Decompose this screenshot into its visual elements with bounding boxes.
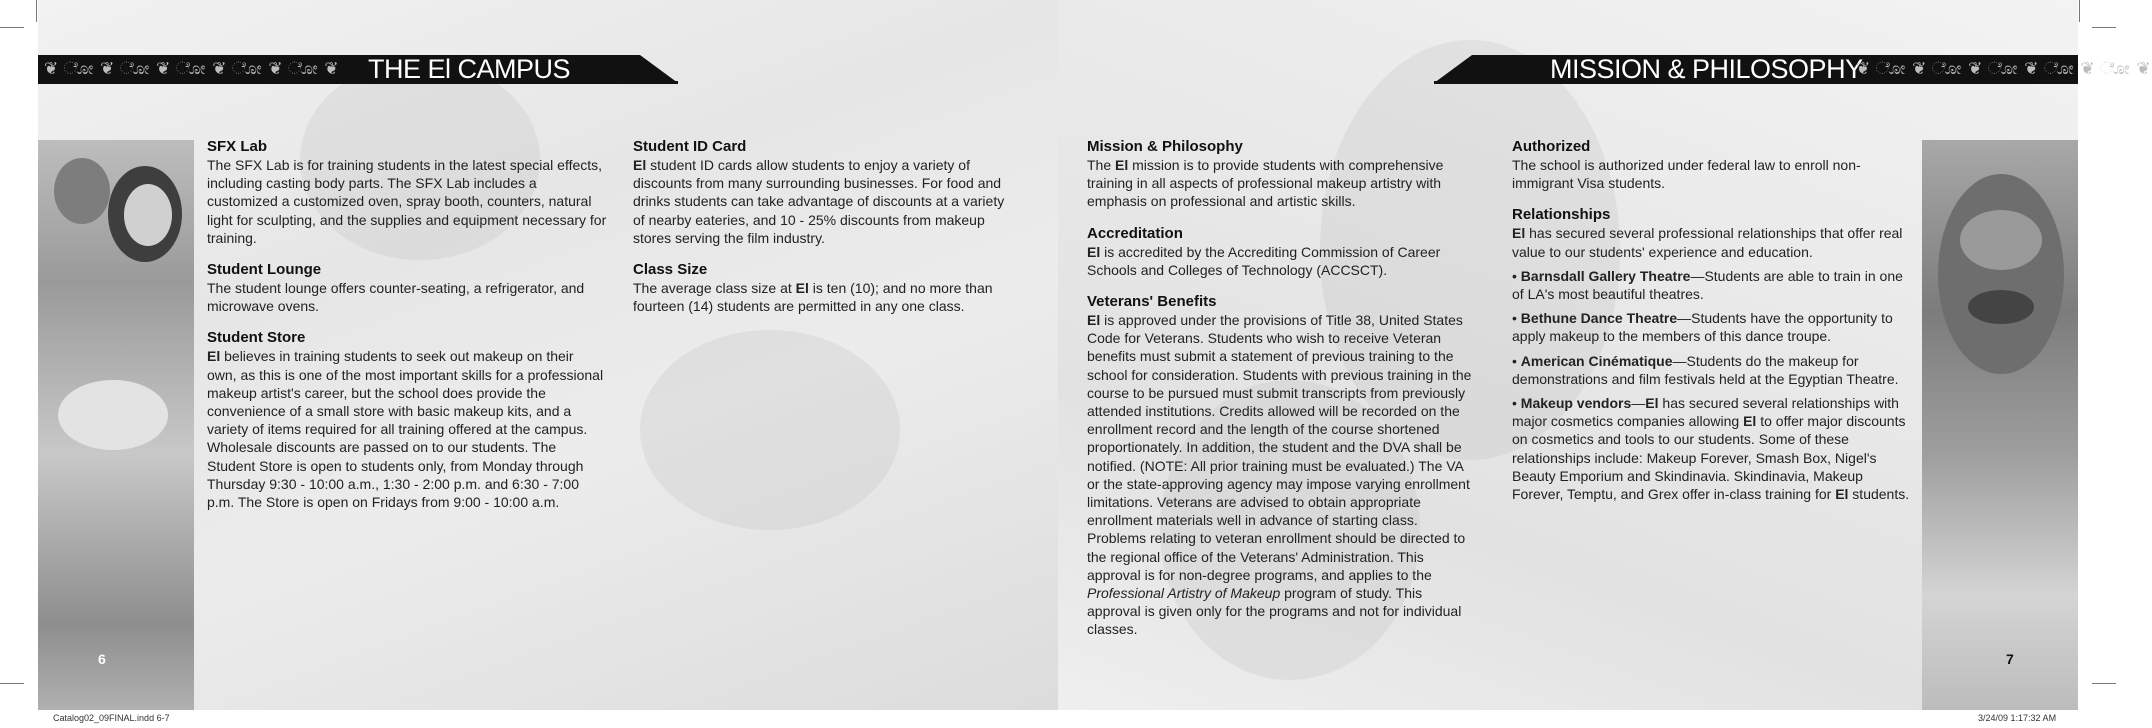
photo-figure bbox=[1960, 210, 2042, 270]
brand-mark: El bbox=[207, 348, 221, 365]
accreditation-paragraph bbox=[1087, 243, 1479, 279]
class-size-body-end: is ten (10); and no more than fourteen (14) students are permitted in any one class. bbox=[633, 280, 993, 315]
dash: — bbox=[1631, 395, 1646, 412]
student-id-paragraph bbox=[633, 156, 1013, 247]
slug-timestamp: 3/24/09 1:17:32 AM bbox=[1978, 713, 2057, 723]
crop-mark-br-h bbox=[2092, 683, 2116, 684]
student-store-heading: Student Store bbox=[207, 329, 306, 347]
mission-paragraph bbox=[1087, 156, 1479, 211]
mission-body-start: The bbox=[1087, 157, 1116, 173]
relationship-item bbox=[1512, 352, 1912, 388]
sfx-lab-body: The SFX Lab is for training students in the latest special effects, including casting body parts. The SFX Lab includes a customized a customized oven, spray booth, counters, natural light for sculpting, and the supplies and equipment necessary for training. bbox=[207, 157, 607, 246]
sfx-lab-heading: SFX Lab bbox=[207, 138, 268, 155]
right-page-header-title: MISSION & PHILOSOPHY bbox=[1550, 54, 1863, 84]
photo-figure bbox=[1938, 174, 2064, 374]
left-side-photo bbox=[38, 140, 194, 710]
mission-heading: Mission & Philosophy bbox=[1087, 138, 1243, 155]
vendors-text-3: students. bbox=[1848, 486, 1910, 503]
class-size-paragraph bbox=[633, 279, 1013, 315]
crop-mark-tl-h bbox=[0, 27, 24, 28]
relationship-name: Makeup vendors bbox=[1520, 395, 1632, 412]
right-header-ornament: ❦ ೋ ❦ ೋ ❦ ೋ ❦ ೋ ❦ ೋ ❦ bbox=[1856, 59, 2152, 78]
vendors-text-1: has secured several relationships with major cosmetics companies allowing bbox=[1512, 395, 1899, 430]
left-header-underline bbox=[38, 81, 678, 84]
brand-mark: El bbox=[1087, 243, 1101, 260]
veterans-heading: Veterans' Benefits bbox=[1087, 293, 1217, 311]
relationship-text: —Students have the opportunity to apply makeup to the members of this dance troupe. bbox=[1512, 310, 1893, 345]
brand-mark: El bbox=[795, 280, 809, 297]
vendors-text-2: to offer major discounts on cosmetics and tools to our students. Some of these relationships include: Makeup Forever, Smash Box, Nigel's Beauty Emporium and Skindinavia. Skindinavia, Makeup Forever, Temptu, and Grex offer in-class training for bbox=[1512, 413, 1906, 503]
bullet: • bbox=[1512, 352, 1517, 369]
brand-mark: El bbox=[1512, 225, 1526, 242]
right-column-1 bbox=[1087, 137, 1479, 652]
left-column-2 bbox=[633, 137, 1013, 328]
relationships-paragraph bbox=[1512, 224, 1912, 260]
relationship-item bbox=[1512, 267, 1912, 303]
bullet: • bbox=[1512, 267, 1517, 284]
photo-figure bbox=[124, 184, 172, 246]
student-store-paragraph bbox=[207, 347, 607, 511]
relationship-text: —Students are able to train in one of LA's most beautiful theatres. bbox=[1512, 267, 1903, 303]
brand-mark: El bbox=[633, 157, 647, 173]
student-id-heading: Student ID Card bbox=[633, 138, 747, 155]
class-size-heading: Class Size bbox=[633, 261, 708, 279]
left-column-1 bbox=[207, 137, 607, 524]
crop-mark-tr-v bbox=[2079, 0, 2080, 22]
relationships-heading: Relationships bbox=[1512, 206, 1611, 224]
crop-mark-tr-h bbox=[2092, 27, 2116, 28]
right-side-photo bbox=[1922, 140, 2078, 710]
right-column-2 bbox=[1512, 137, 1912, 509]
relationship-name: Barnsdall Gallery Theatre bbox=[1520, 267, 1691, 284]
relationship-name: Bethune Dance Theatre bbox=[1520, 310, 1678, 327]
student-store-body: believes in training students to seek out makeup on their own, as this is one of the most important skills for a professional makeup artist's career, but the school does provide the convenience of a small store with basic makeup kits, and a variety of items required for all training offered at the campus. Wholesale discounts are passed on to our students. The Student Store is open to students only, from Monday through Thursday 9:30 - 10:00 a.m., 1:30 - 2:00 p.m. and 6:30 - 7:00 p.m. The Store is open on Fridays from 9:00 - 10:00 a.m. bbox=[207, 348, 604, 511]
program-name: Professional Artistry of Makeup bbox=[1087, 585, 1281, 602]
relationship-item bbox=[1512, 309, 1912, 345]
authorized-heading: Authorized bbox=[1512, 138, 1591, 155]
brand-mark: El bbox=[1087, 312, 1101, 329]
authorized-body: The school is authorized under federal law to enroll non-immigrant Visa students. bbox=[1512, 157, 1861, 192]
relationship-item-vendors bbox=[1512, 394, 1912, 503]
photo-figure bbox=[1968, 290, 2034, 324]
student-id-body: student ID cards allow students to enjoy a variety of discounts from many surrounding businesses. For food and drinks students can take advantage of discounts at a variety of nearby eateries, and 10 - 25% discounts from makeup stores serving the film industry. bbox=[633, 157, 1005, 246]
brand-mark: El bbox=[1115, 157, 1129, 173]
left-page-header-title: THE El CAMPUS bbox=[368, 54, 571, 84]
bullet: • bbox=[1512, 310, 1517, 327]
relationship-text: —Students do the makeup for demonstrations and film festivals held at the Egyptian Theatre. bbox=[1512, 352, 1899, 387]
student-lounge-body: The student lounge offers counter-seating, a refrigerator, and microwave ovens. bbox=[207, 280, 585, 315]
veterans-body: is approved under the provisions of Title 38, United States Code for Veterans. Students who wish to receive Veteran benefits must submit a statement of previous training to the school for consideration. Students with previous training in the course to be pursued must submit transcripts from previously attended institutions. Credits allowed will be recorded on the enrollment record and the length of the course shortened proportionately. In addition, the student and the DVA shall be notified. (NOTE: All prior training must be evaluated.) The VA or the state-approving agency may impose varying enrollment limitations. Veterans are advised to obtain appropriate enrollment materials well in advance of starting class. Problems relating to veteran enrollment should be directed to the regional office of the Veterans' Administration. This approval is for non-degree programs, and applies to the bbox=[1087, 312, 1472, 583]
brand-mark: El bbox=[1835, 486, 1849, 503]
photo-figure bbox=[58, 380, 168, 450]
veterans-body-end: program of study. This approval is given only for the programs and not for individual classes. bbox=[1087, 585, 1462, 638]
left-header-ornament: ❦ ೋ ❦ ೋ ❦ ೋ ❦ ೋ ❦ ೋ ❦ bbox=[44, 59, 340, 78]
relationship-name: American Cinématique bbox=[1520, 352, 1673, 369]
mission-body-end: mission is to provide students with comprehensive training in all aspects of professional makeup artistry with emphasis on professional and artistic skills. bbox=[1087, 157, 1444, 210]
relationships-body: has secured several professional relationships that offer real value to our students' experience and education. bbox=[1512, 225, 1903, 260]
brand-mark: El bbox=[1743, 413, 1757, 430]
slug-filename: Catalog02_09FINAL.indd 6-7 bbox=[53, 713, 170, 723]
right-page-number: 7 bbox=[2006, 651, 2014, 667]
bullet: • bbox=[1512, 395, 1517, 412]
accreditation-heading: Accreditation bbox=[1087, 224, 1183, 242]
photo-figure bbox=[54, 158, 110, 224]
brand-mark: El bbox=[1645, 395, 1659, 412]
accreditation-body: is accredited by the Accrediting Commission of Career Schools and Colleges of Technology (ACCSCT). bbox=[1087, 243, 1441, 278]
crop-mark-tl-v bbox=[36, 0, 37, 22]
student-lounge-heading: Student Lounge bbox=[207, 261, 322, 279]
background-figure-shape bbox=[640, 330, 900, 530]
class-size-body-start: The average class size at bbox=[633, 280, 796, 297]
veterans-paragraph bbox=[1087, 311, 1479, 639]
left-page-number: 6 bbox=[98, 651, 106, 667]
crop-mark-bl-h bbox=[0, 683, 24, 684]
